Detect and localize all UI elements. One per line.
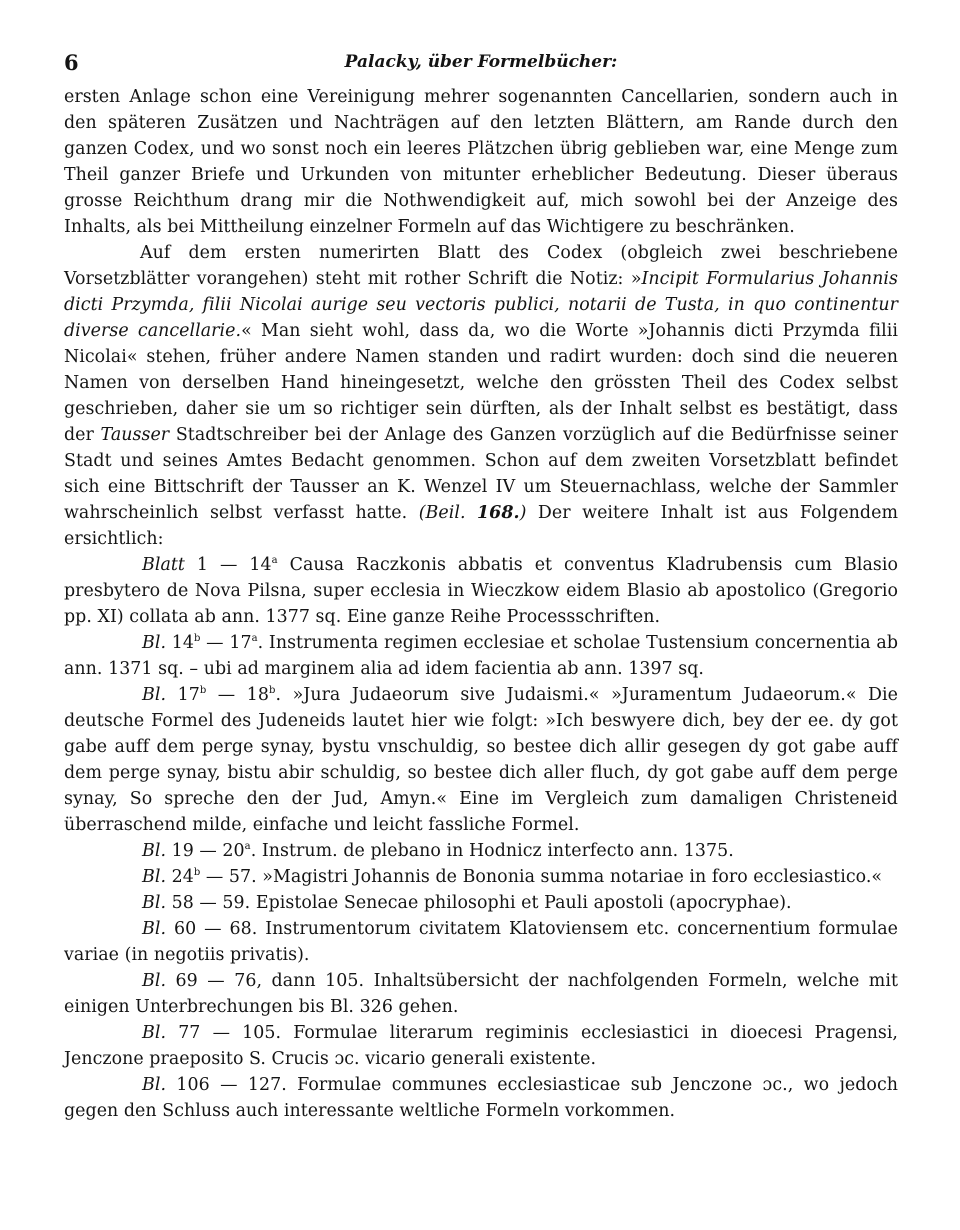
entry-sup-a: a xyxy=(244,841,251,853)
entry-item xyxy=(64,1020,898,1072)
entry-range-b: — 18 xyxy=(206,685,270,705)
entry-range-a: 60 — 68 xyxy=(173,919,252,939)
running-head: Palacky, über Formelbücher: xyxy=(344,52,618,72)
entry-range-a: 69 — 76 xyxy=(175,971,257,991)
para2-text-d: Der weitere Inhalt ist aus Folgendem ersichtlich: xyxy=(64,503,898,549)
entry-range-a: 58 — 59 xyxy=(171,893,245,913)
entry-sup-b: b xyxy=(269,685,276,697)
para2-text-b: « Man sieht wohl, dass da, wo die Worte »Johannis dicti Przymda filii Nicolai« stehen, früher andere Namen standen und radirt wurden: doch sind die neueren Namen von derselben Hand hineingesetzt, welche den grössten Theil des Codex selbst geschrieben, daher sie um so richtiger sein dürften, als der Inhalt selbst es bestätigt, dass der xyxy=(64,321,898,445)
content-entries xyxy=(64,552,898,1124)
entry-item xyxy=(64,890,898,916)
entry-range-a: 19 — 20 xyxy=(171,841,245,861)
entry-ref: Blatt xyxy=(142,555,185,575)
entry-item xyxy=(64,864,898,890)
body-text xyxy=(64,84,898,1124)
beil-close: ) xyxy=(519,503,527,523)
page-number: 6 xyxy=(64,50,79,75)
entry-text: . »Magistri Johannis de Bononia summa notariae in foro ecclesiastico.« xyxy=(251,867,883,887)
entry-ref: Bl. xyxy=(142,893,167,913)
entry-range-a: 17 xyxy=(177,685,200,705)
entry-range-a: 77 — 105 xyxy=(178,1023,276,1043)
entry-ref: Bl. xyxy=(142,633,167,653)
document-page xyxy=(64,50,898,1124)
entry-ref: Bl. xyxy=(142,841,167,861)
entry-item xyxy=(64,552,898,630)
entry-item xyxy=(64,682,898,838)
beil-number: 168. xyxy=(477,503,520,523)
entry-text: Causa Raczkonis abbatis et conventus Kladrubensis cum Blasio presbytero de Nova Pilsna, super ecclesia in Wieczkow eidem Blasio ab apostolico (Gregorio pp. XI) collata ab ann. 1377 sq. Eine ganze Reihe Processschriften. xyxy=(64,555,899,627)
entry-text: . Instrum. de plebano in Hodnicz interfecto ann. 1375. xyxy=(250,841,734,861)
entry-sup-a: a xyxy=(271,555,278,567)
entry-range-a: 14 xyxy=(171,633,194,653)
entry-range-a: 24 xyxy=(171,867,194,887)
para2-text-a: Auf dem ersten numerirten Blatt des Codex (obgleich zwei beschriebene Vorsetzblätter vorangehen) steht mit rother Schrift die Notiz: » xyxy=(64,243,898,289)
page-header xyxy=(64,50,898,84)
entry-item xyxy=(64,916,898,968)
entry-ref: Bl. xyxy=(142,867,167,887)
entry-range-b: — 57 xyxy=(200,867,252,887)
entry-range-a: 1 — 14 xyxy=(196,555,272,575)
beil-open: (Beil. xyxy=(418,503,478,523)
entry-ref: Bl. xyxy=(142,685,167,705)
paragraph-2 xyxy=(64,240,898,552)
incipit-quote: Incipit Formularius Johannis dicti Przymda, filii Nicolai aurige seu vectoris publici, notarii de Tusta, in quo continentur diverse cancellarie. xyxy=(64,269,898,341)
entry-ref: Bl. xyxy=(142,919,167,939)
entry-range-a: 106 — 127 xyxy=(176,1075,282,1095)
entry-item xyxy=(64,968,898,1020)
entry-sup-b: a xyxy=(251,633,258,645)
entry-sup-a: b xyxy=(193,867,201,879)
entry-item xyxy=(64,1072,898,1124)
entry-text: . Instrumentorum civitatem Klatoviensem etc. concernentium formulae variae (in negotiis privatis). xyxy=(64,919,898,965)
entry-text: , dann 105. Inhaltsübersicht der nachfolgenden Formeln, welche mit einigen Unterbrechungen bis Bl. 326 gehen. xyxy=(64,971,898,1017)
para2-text-c: Stadtschreiber bei der Anlage des Ganzen vorzüglich auf die Bedürfnisse seiner Stadt und seines Amtes Bedacht genommen. Schon auf dem zweiten Vorsetzblatt befindet sich eine Bittschrift der Tausser an K. Wenzel IV um Steuernachlass, welche der Sammler wahrscheinlich selbst verfasst hatte. xyxy=(64,425,898,523)
entry-item xyxy=(64,630,898,682)
entry-text: . Formulae literarum regiminis ecclesiastici in dioecesi Pragensi, Jenczone praeposito S. Crucis ɔc. vicario generali existente. xyxy=(64,1023,899,1069)
entry-text: . »Jura Judaeorum sive Judaismi.« »Juramentum Judaeorum.« Die deutsche Formel des Judeneids lautet hier wie folgt: »Ich beswyere dich, bey der ee. dy got gabe auff dem perge synay, bystu vnschuldig, so bestee dich allir gesegen dy got gabe auff dem perge synay, bistu abir schuldig, so bestee dich aller fluch, dy got gabe auff dem perge synay, So spreche den der Jud, Amyn.« Eine im Vergleich zum damaligen Christeneid überraschend milde, einfache und leicht fassliche Formel. xyxy=(64,685,898,835)
entry-ref: Bl. xyxy=(142,971,167,991)
entry-item xyxy=(64,838,898,864)
entry-ref: Bl. xyxy=(142,1075,167,1095)
entry-text: . Formulae communes ecclesiasticae sub Jenczone ɔc., wo jedoch gegen den Schluss auch interessante weltliche Formeln vorkommen. xyxy=(64,1075,898,1121)
entry-text: . Instrumenta regimen ecclesiae et scholae Tustensium concernentia ab ann. 1371 sq. – ubi ad marginem alia ad idem facientia ab ann. 1397 sq. xyxy=(64,633,899,679)
paragraph-1: ersten Anlage schon eine Vereinigung mehrer sogenannten Cancellarien, sondern auch in den späteren Zusätzen und Nachträgen auf den letzten Blättern, am Rande durch den ganzen Codex, und wo sonst noch ein leeres Plätzchen übrig geblieben war, eine Menge zum Theil ganzer Briefe und Urkunden von mitunter erheblicher Bedeutung. Dieser überaus grosse Reichthum drang mir die Nothwendigkeit auf, mich sowohl bei der Anzeige des Inhalts, als bei Mittheilung einzelner Formeln auf das Wichtigere zu beschränken. xyxy=(64,87,898,237)
entry-sup-a: b xyxy=(194,633,201,645)
entry-text: . Epistolae Senecae philosophi et Pauli apostoli (apocryphae). xyxy=(244,893,792,913)
entry-range-b: — 17 xyxy=(200,633,252,653)
entry-sup-a: b xyxy=(199,685,207,697)
entry-ref: Bl. xyxy=(142,1023,167,1043)
tausser-word: Tausser xyxy=(100,425,170,445)
